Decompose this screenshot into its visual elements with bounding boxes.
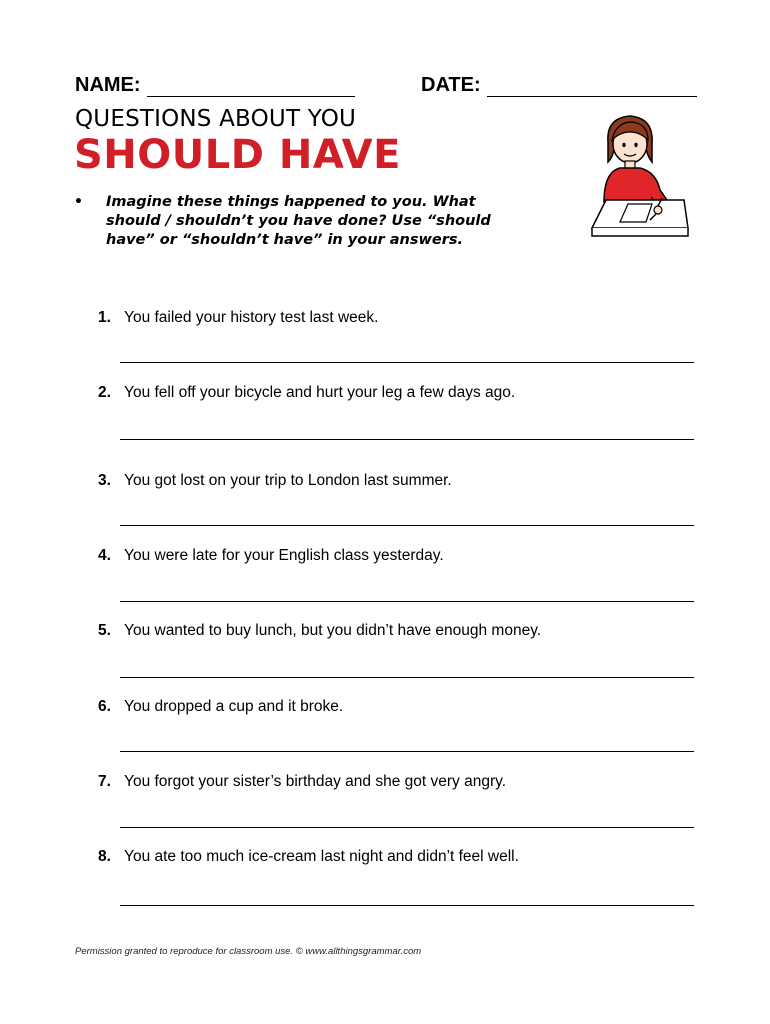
worksheet-title: SHOULD HAVE	[74, 132, 401, 178]
name-field[interactable]	[75, 74, 355, 97]
instructions	[74, 193, 544, 250]
question-text: You were late for your English class yesterday.	[124, 547, 444, 564]
answer-line[interactable]	[120, 439, 694, 440]
question-number: 8.	[98, 848, 111, 865]
question-text: You got lost on your trip to London last summer.	[124, 472, 452, 489]
worksheet-subtitle: QUESTIONS ABOUT YOU	[75, 106, 357, 132]
answer-line[interactable]	[120, 677, 694, 678]
question-item	[98, 309, 698, 327]
name-label: NAME:	[75, 74, 141, 96]
footer-permission: Permission granted to reproduce for classroom use. © www.allthingsgrammar.com	[75, 946, 422, 957]
answer-line[interactable]	[120, 905, 694, 906]
question-number: 3.	[98, 472, 111, 489]
question-number: 7.	[98, 773, 111, 790]
answer-line[interactable]	[120, 827, 694, 828]
question-item	[98, 472, 698, 490]
question-text: You failed your history test last week.	[124, 309, 379, 326]
question-text: You ate too much ice-cream last night and didn’t feel well.	[124, 848, 519, 865]
date-label: DATE:	[421, 74, 481, 96]
question-item	[98, 773, 698, 791]
date-field[interactable]	[421, 74, 697, 97]
answer-line[interactable]	[120, 601, 694, 602]
answer-line[interactable]	[120, 525, 694, 526]
question-item	[98, 547, 698, 565]
question-item	[98, 384, 698, 402]
girl-writing-illustration	[590, 110, 690, 240]
question-number: 2.	[98, 384, 111, 401]
question-item	[98, 698, 698, 716]
name-blank[interactable]	[147, 78, 355, 97]
bullet-icon: •	[74, 194, 83, 210]
question-text: You forgot your sister’s birthday and she got very angry.	[124, 773, 507, 790]
question-item	[98, 848, 698, 866]
question-number: 5.	[98, 622, 111, 639]
question-number: 1.	[98, 309, 111, 326]
question-number: 4.	[98, 547, 111, 564]
question-text: You fell off your bicycle and hurt your leg a few days ago.	[124, 384, 516, 401]
question-number: 6.	[98, 698, 111, 715]
date-blank[interactable]	[487, 78, 697, 97]
answer-line[interactable]	[120, 751, 694, 752]
question-text: You dropped a cup and it broke.	[124, 698, 344, 715]
question-text: You wanted to buy lunch, but you didn’t have enough money.	[124, 622, 542, 639]
question-item	[98, 622, 698, 640]
answer-line[interactable]	[120, 362, 694, 363]
instructions-text: Imagine these things happened to you. What should / shouldn’t you have done? Use “should have” or “shouldn’t have” in your answers.	[106, 194, 491, 248]
